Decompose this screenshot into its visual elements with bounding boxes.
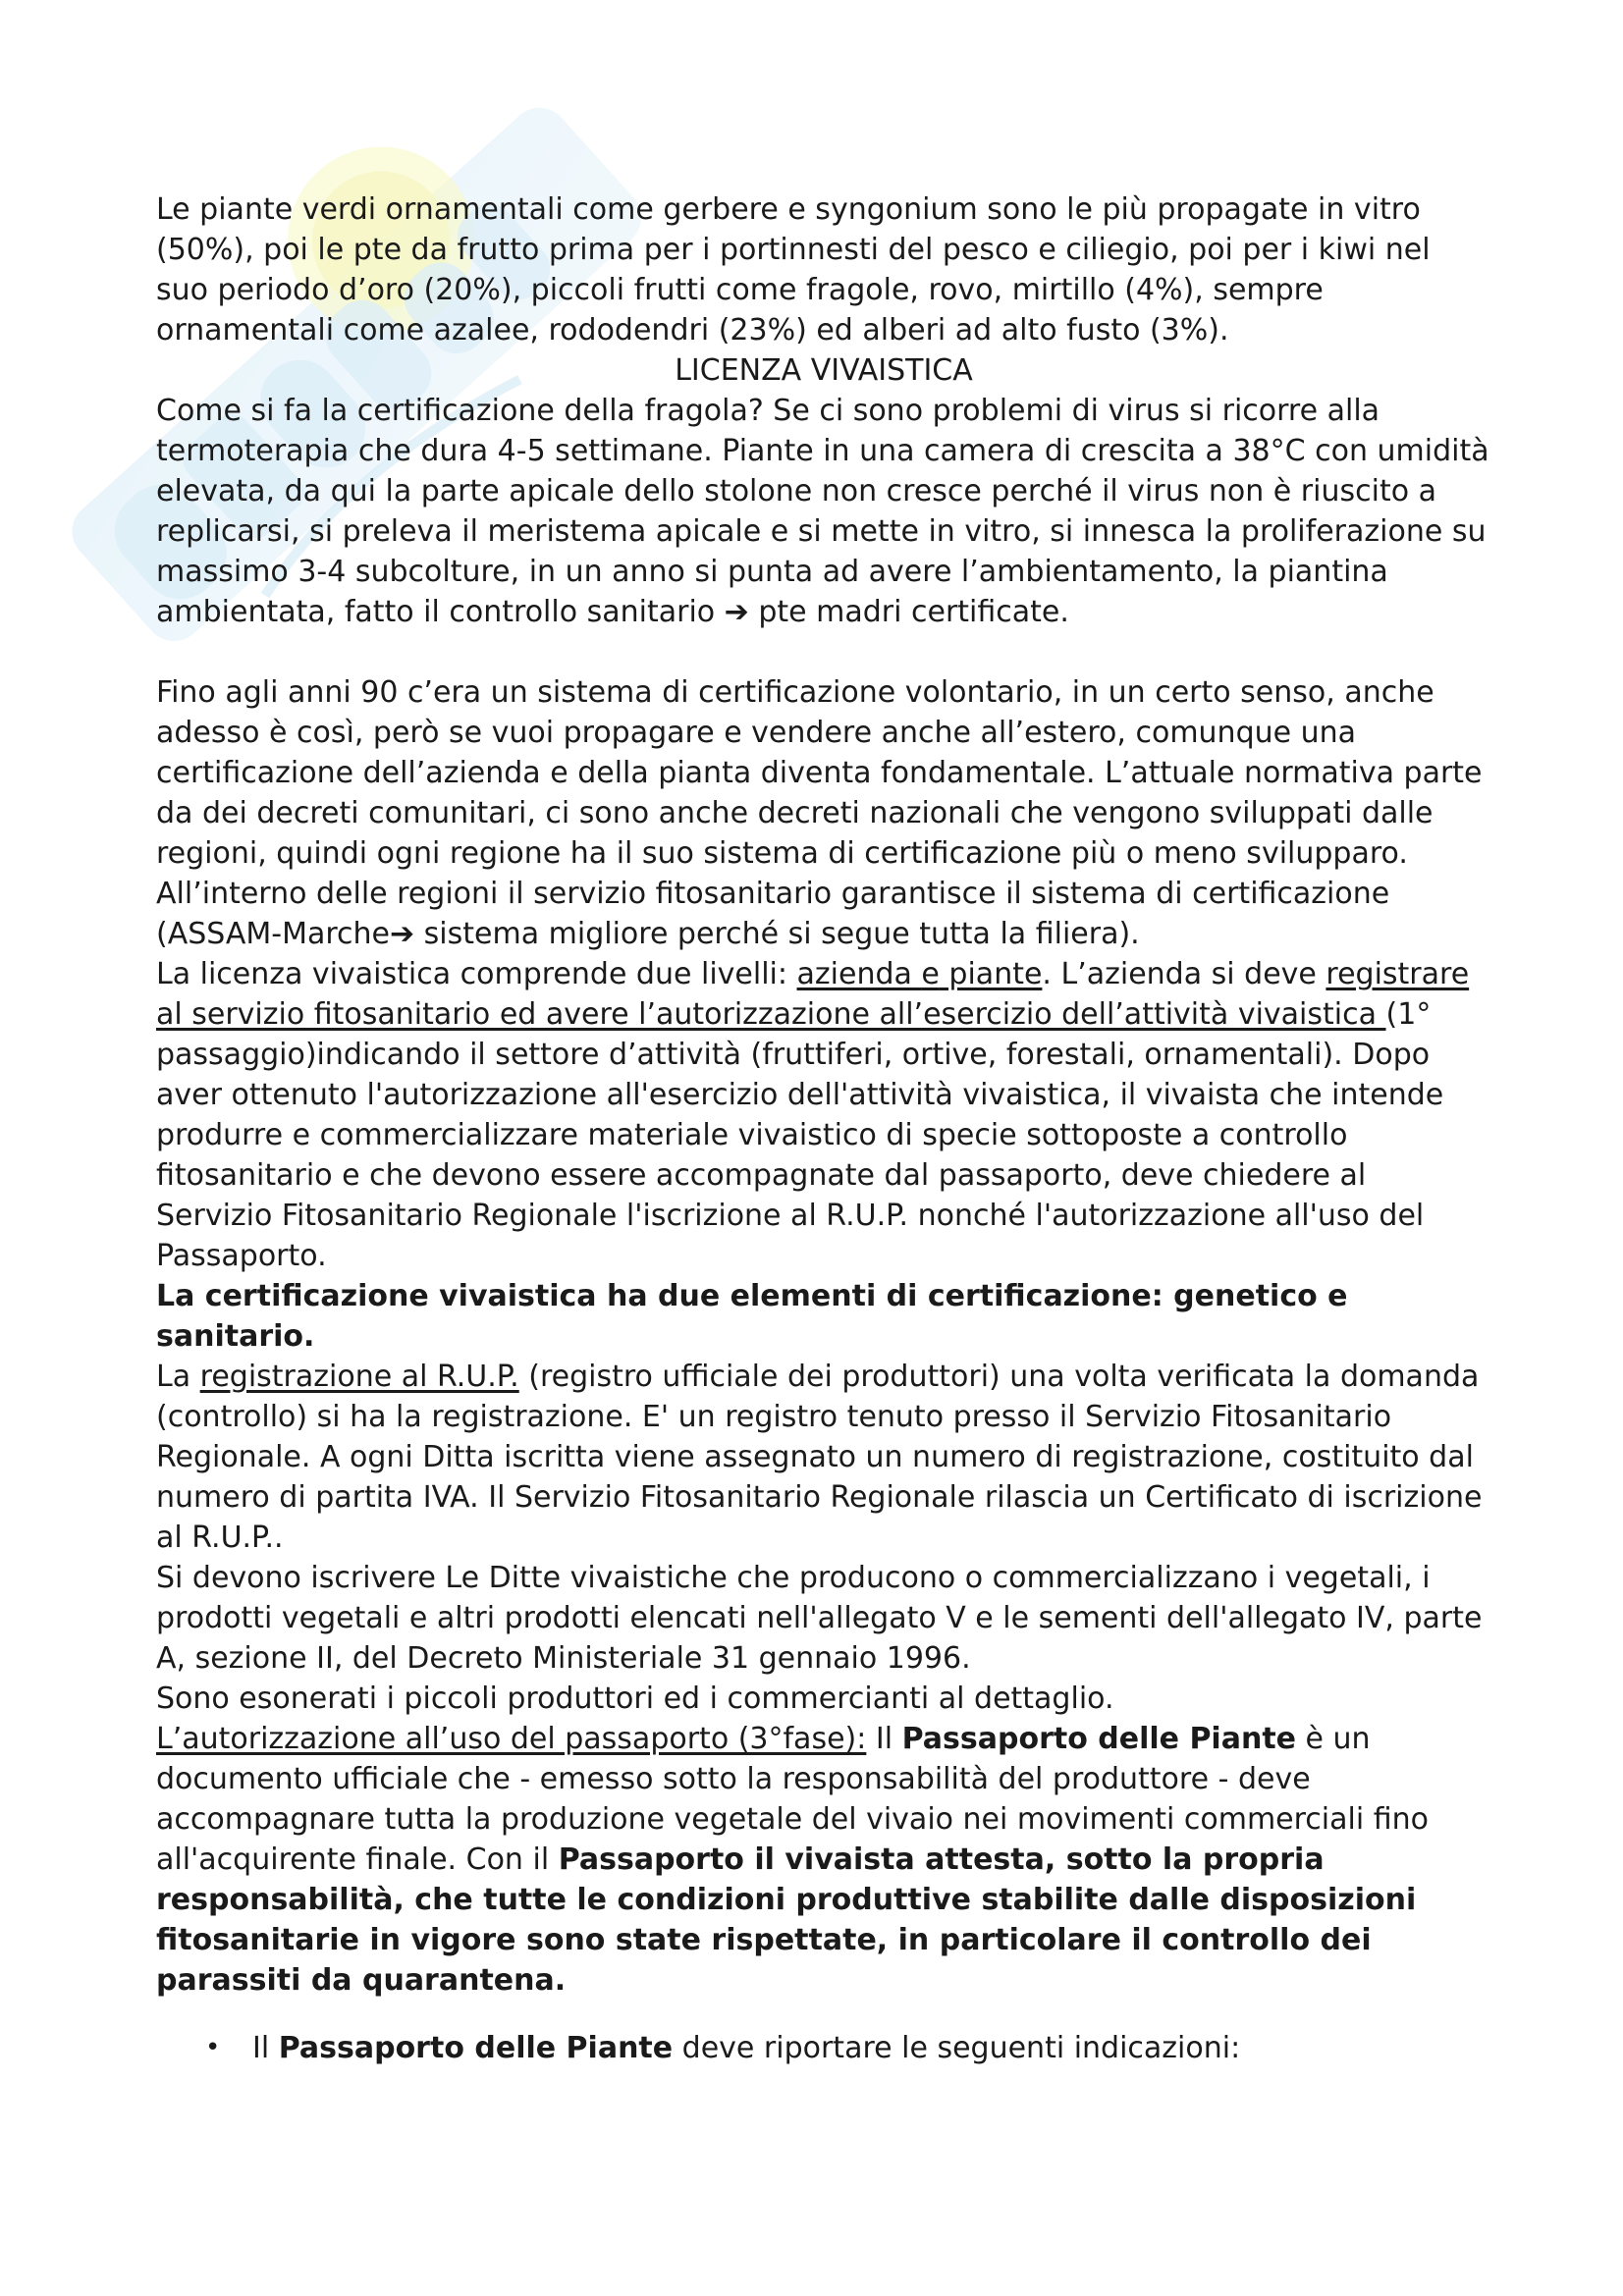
underlined-term: azienda bbox=[796, 957, 922, 991]
paragraph-exemptions: Sono esonerati i piccoli produttori ed i commercianti al dettaglio. bbox=[156, 1682, 1114, 1716]
document-body bbox=[156, 189, 1491, 2068]
section-heading: LICENZA VIVAISTICA bbox=[675, 353, 973, 388]
paragraph-strawberry-certification: Come si fa la certificazione della fragola? Se ci sono problemi di virus si ricorre alla termoterapia che dura 4-5 settimane. Piante in una camera di crescita a 38°C con umidità elevata, da qui la parte apicale dello stolone non cresce perché il virus non è riuscito a replicarsi, si preleva il meristema apicale e si mette in vitro, si innesca la proliferazione su massimo 3-4 subcolture, in un anno si punta ad avere l’ambientamento, la piantina ambientata, fatto il controllo sanitario ➔ pte madri certificate. bbox=[156, 394, 1489, 629]
paragraph-nursery-license: La licenza vivaistica comprende due livelli: azienda e piante. L’azienda si deve registrare al servizio fitosanitario ed avere l’autorizzazione all’esercizio dell’attività vivaistica (1° passaggio)indicando il settore d’attività (fruttiferi, ortive, forestali, ornamentali). Dopo aver ottenuto l'autorizzazione all'esercizio dell'attività vivaistica, il vivaista che intende produrre e commercializzare materiale vivaistico di specie sottoposte a controllo fitosanitario e che devono essere accompagnate dal passaporto, deve chiedere al Servizio Fitosanitario Regionale l'iscrizione al R.U.P. nonché l'autorizzazione all'uso del Passaporto. bbox=[156, 957, 1470, 1273]
spacer bbox=[156, 632, 1491, 672]
underlined-term: piante bbox=[939, 957, 1043, 991]
underlined-term: registrazione al R.U.P. bbox=[199, 1360, 519, 1394]
paragraph-rup-registration: La registrazione al R.U.P. (registro ufficiale dei produttori) una volta verificata la domanda (controllo) si ha la registrazione. E' un registro tenuto presso il Servizio Fitosanitario Regionale. A ogni Ditta iscritta viene assegnato un numero di registrazione, costituito dal numero di partita IVA. Il Servizio Fitosanitario Regionale rilascia un Certificato di iscrizione al R.U.P.. bbox=[156, 1360, 1483, 1555]
paragraph-registration-required: Si devono iscrivere Le Ditte vivaistiche che producono o commercializzano i vegetali, i prodotti vegetali e altri prodotti elencati nell'allegato V e le sementi dell'allegato IV, parte A, sezione II, del Decreto Ministeriale 31 gennaio 1996. bbox=[156, 1561, 1483, 1676]
paragraph-certification-history: Fino agli anni 90 c’era un sistema di certificazione volontario, in un certo senso, anche adesso è così, però se vuoi propagare e vendere anche all’estero, comunque una certificazione dell’azienda e della pianta diventa fondamentale. L’attuale normativa parte da dei decreti comunitari, ci sono anche decreti nazionali che vengono sviluppati dalle regioni, quindi ogni regione ha il suo sistema di certificazione più o meno svilupparo. All’interno delle regioni il servizio fitosanitario garantisce il sistema di certificazione (ASSAM-Marche➔ sistema migliore perché si segue tutta la filiera). bbox=[156, 675, 1483, 951]
bullet-list-item: • Il Passaporto delle Piante deve riportare le seguenti indicazioni: bbox=[156, 2028, 1491, 2068]
paragraph-passport-authorization: L’autorizzazione all’uso del passaporto (3°fase): Il Passaporto delle Piante è un documento ufficiale che - emesso sotto la responsabilità del produttore - deve accompagnare tutta la produzione vegetale del vivaio nei movimenti commerciali fino all'acquirente finale. Con il Passaporto il vivaista attesta, sotto la propria responsabilità, che tutte le condizioni produttive stabilite dalle disposizioni fitosanitarie in vigore sono state rispettate, in particolare il controllo dei parassiti da quarantena. bbox=[156, 1722, 1429, 1998]
underlined-term: L’autorizzazione all’uso del passaporto (3°fase): bbox=[156, 1722, 867, 1756]
paragraph-propagation-stats: Le piante verdi ornamentali come gerbere e syngonium sono le più propagate in vitro (50%), poi le pte da frutto prima per i portinnesti del pesco e ciliegio, poi per i kiwi nel suo periodo d’oro (20%), piccoli frutti come fragole, rovo, mirtillo (4%), sempre ornamentali come azalee, rododendri (23%) ed alberi ad alto fusto (3%). bbox=[156, 192, 1431, 347]
bullet-icon: • bbox=[205, 2033, 221, 2062]
underlined-term: registrare al servizio fitosanitario ed avere l’autorizzazione all’esercizio dell’attività vivaistica bbox=[156, 957, 1470, 1032]
paragraph-certification-elements: La certificazione vivaistica ha due elementi di certificazione: genetico e sanitario. bbox=[156, 1279, 1348, 1354]
